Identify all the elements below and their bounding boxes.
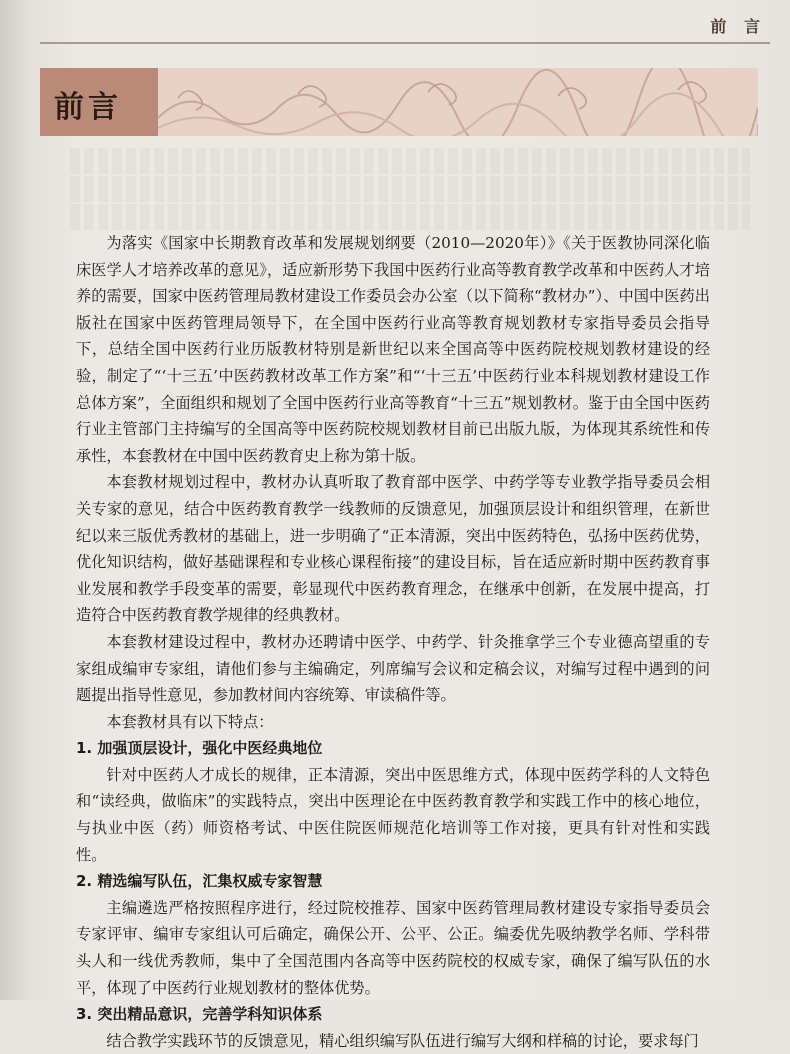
ghost-line (70, 148, 750, 174)
chapter-title-box (40, 68, 158, 136)
ghost-line (70, 204, 750, 230)
bleed-through-text (70, 148, 750, 228)
section-heading: 3. 突出精品意识，完善学科知识体系 (76, 1005, 323, 1024)
paragraph: 本套教材规划过程中，教材办认真听取了教育部中医学、中药学等专业教学指导委员会相关专家的意见，结合中医药教育教学一线教师的反馈意见，加强顶层设计和组织管理，在新世纪以来三版优秀教材的基础上，进一步明确了“正本清源，突出中医药特色，弘扬中医药优势，优化知识结构，做好基础课程和专业核心课程衔接”的建设目标，旨在适应新时期中医药教育事业发展和教学手段变革的需要，彰显现代中医药教育理念，在继承中创新，在发展中提高，打造符合中医药教育教学规律的经典教材。 (76, 473, 710, 625)
chapter-title: 前言 (54, 90, 122, 125)
paragraph: 本套教材建设过程中，教材办还聘请中医学、中药学、针灸推拿学三个专业德高望重的专家组成编审专家组，请他们参与主编确定，列席编写会议和定稿会议，对编写过程中遇到的问题提出指导性意见，参加教材间内容统筹、审读稿件等。 (76, 632, 710, 705)
wave-ornament (158, 68, 758, 136)
section-heading: 2. 精选编写队伍，汇集权威专家智慧 (76, 872, 323, 891)
chapter-banner (40, 68, 758, 136)
paragraph: 结合教学实践环节的反馈意见，精心组织编写队伍进行编写大纲和样稿的讨论，要求每门 (106, 1031, 699, 1050)
preface-body (76, 230, 710, 1054)
paragraph: 针对中医药人才成长的规律，正本清源，突出中医思维方式，体现中医药学科的人文特色和“读经典，做临床”的实践特点，突出中医理论在中医药教育教学和实践工作中的核心地位，与执业中医（药）师资格考试、中医住院医师规范化培训等工作对接，更具有针对性和实践性。 (76, 765, 710, 864)
paragraph: 为落实《国家中长期教育改革和发展规划纲要（2010—2020年）》《关于医教协同深化临床医学人才培养改革的意见》，适应新形势下我国中医药行业高等教育教学改革和中医药人才培养的需要，国家中医药管理局教材建设工作委员会办公室（以下简称“教材办”）、中国中医药出版社在国家中医药管理局领导下，在全国中医药行业高等教育规划教材专家指导委员会指导下，总结全国中医药行业历版教材特别是新世纪以来全国高等中医药院校规划教材建设的经验，制定了“‘十三五’中医药教材改革工作方案”和“‘十三五’中医药行业本科规划教材建设工作总体方案”，全面组织和规划了全国中医药行业高等教育“十三五”规划教材。鉴于由全国中医药行业主管部门主持编写的全国高等中医药院校规划教材目前已出版九版，为体现其系统性和传承性，本套教材在中国中医药教育史上称为第十版。 (76, 234, 710, 465)
running-header: 前 言 (710, 17, 766, 36)
paragraph: 主编遴选严格按照程序进行，经过院校推荐、国家中医药管理局教材建设专家指导委员会专家评审、编审专家组认可后确定，确保公开、公平、公正。编委优先吸纳教学名师、学科带头人和一线优秀教师，集中了全国范围内各高等中医药院校的权威专家，确保了编写队伍的水平，体现了中医药行业规划教材的整体优势。 (76, 898, 710, 997)
section-heading: 1. 加强顶层设计，强化中医经典地位 (76, 739, 323, 758)
wave-pattern-icon (158, 68, 758, 136)
paragraph: 本套教材具有以下特点： (106, 712, 274, 731)
ghost-line (70, 176, 750, 202)
header-rule (40, 42, 770, 44)
